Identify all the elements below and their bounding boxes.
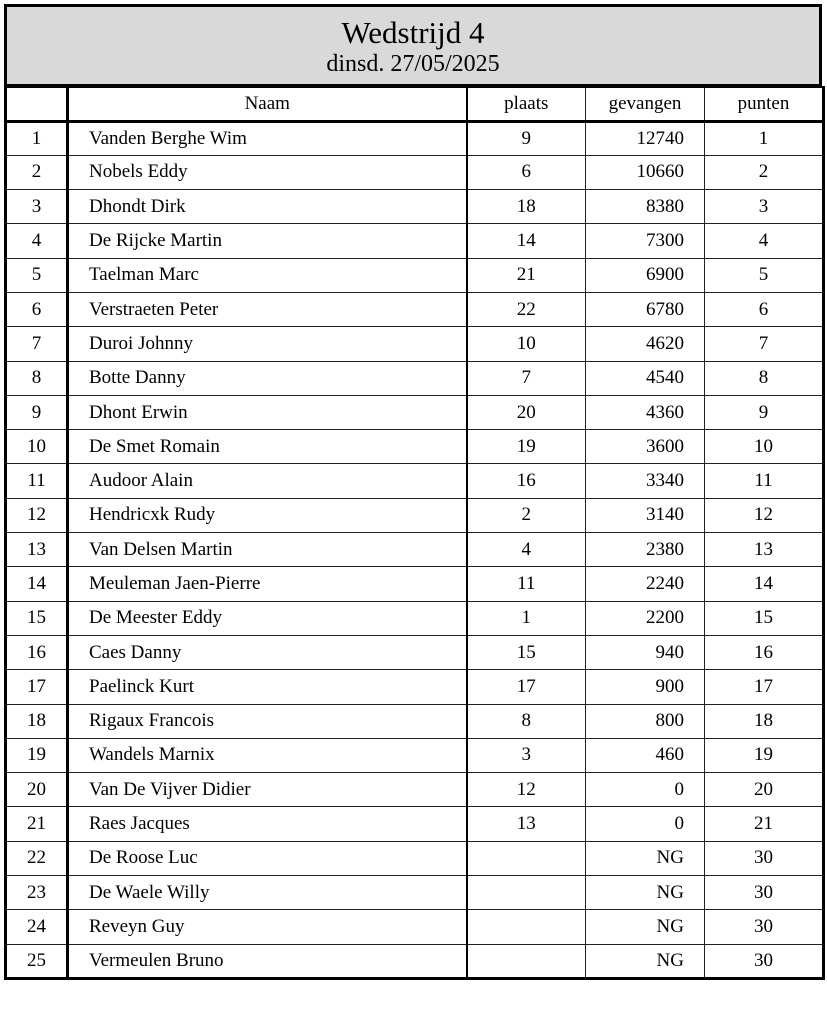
- plaats-cell: 20: [467, 395, 586, 429]
- gevangen-cell: 6900: [586, 258, 705, 292]
- table-row: [6, 121, 824, 155]
- name-cell: Van Delsen Martin: [68, 533, 467, 567]
- name-cell: Botte Danny: [68, 361, 467, 395]
- name-cell: Dhondt Dirk: [68, 190, 467, 224]
- plaats-cell: [467, 841, 586, 875]
- name-cell: Vermeulen Bruno: [68, 944, 467, 978]
- table-row: [6, 533, 824, 567]
- page-title: Wedstrijd 4: [341, 15, 485, 50]
- plaats-cell: [467, 910, 586, 944]
- rank-cell: 23: [6, 876, 68, 910]
- name-cell: Reveyn Guy: [68, 910, 467, 944]
- gevangen-cell: 10660: [586, 155, 705, 189]
- rank-cell: 21: [6, 807, 68, 841]
- table-body: [6, 121, 824, 978]
- name-cell: Audoor Alain: [68, 464, 467, 498]
- name-cell: Caes Danny: [68, 635, 467, 669]
- title-box: [4, 4, 822, 86]
- header-gevangen: gevangen: [586, 87, 705, 121]
- table-row: [6, 704, 824, 738]
- punten-cell: 30: [705, 841, 824, 875]
- name-cell: Van De Vijver Didier: [68, 773, 467, 807]
- name-cell: Duroi Johnny: [68, 327, 467, 361]
- plaats-cell: 21: [467, 258, 586, 292]
- table-row: [6, 155, 824, 189]
- name-cell: Rigaux Francois: [68, 704, 467, 738]
- name-cell: Taelman Marc: [68, 258, 467, 292]
- punten-cell: 30: [705, 910, 824, 944]
- rank-cell: 4: [6, 224, 68, 258]
- gevangen-cell: 900: [586, 670, 705, 704]
- punten-cell: 20: [705, 773, 824, 807]
- table-row: [6, 635, 824, 669]
- table-row: [6, 876, 824, 910]
- plaats-cell: 8: [467, 704, 586, 738]
- punten-cell: 10: [705, 430, 824, 464]
- plaats-cell: [467, 876, 586, 910]
- name-cell: De Waele Willy: [68, 876, 467, 910]
- gevangen-cell: 3600: [586, 430, 705, 464]
- gevangen-cell: 6780: [586, 292, 705, 326]
- header-plaats: plaats: [467, 87, 586, 121]
- gevangen-cell: 8380: [586, 190, 705, 224]
- punten-cell: 3: [705, 190, 824, 224]
- name-cell: Paelinck Kurt: [68, 670, 467, 704]
- name-cell: Nobels Eddy: [68, 155, 467, 189]
- plaats-cell: 6: [467, 155, 586, 189]
- header-rank: [6, 87, 68, 121]
- rank-cell: 15: [6, 601, 68, 635]
- gevangen-cell: 940: [586, 635, 705, 669]
- rank-cell: 2: [6, 155, 68, 189]
- table-row: [6, 738, 824, 772]
- rank-cell: 17: [6, 670, 68, 704]
- table-row: [6, 807, 824, 841]
- punten-cell: 13: [705, 533, 824, 567]
- punten-cell: 4: [705, 224, 824, 258]
- header-naam: Naam: [68, 87, 467, 121]
- punten-cell: 5: [705, 258, 824, 292]
- punten-cell: 6: [705, 292, 824, 326]
- rank-cell: 20: [6, 773, 68, 807]
- table-row: [6, 944, 824, 978]
- rank-cell: 25: [6, 944, 68, 978]
- rank-cell: 9: [6, 395, 68, 429]
- gevangen-cell: 800: [586, 704, 705, 738]
- header-row: [6, 87, 824, 121]
- rank-cell: 5: [6, 258, 68, 292]
- punten-cell: 7: [705, 327, 824, 361]
- punten-cell: 30: [705, 876, 824, 910]
- punten-cell: 16: [705, 635, 824, 669]
- gevangen-cell: 4540: [586, 361, 705, 395]
- punten-cell: 1: [705, 121, 824, 155]
- table-row: [6, 258, 824, 292]
- punten-cell: 18: [705, 704, 824, 738]
- results-sheet: [4, 4, 822, 980]
- punten-cell: 17: [705, 670, 824, 704]
- rank-cell: 6: [6, 292, 68, 326]
- gevangen-cell: 0: [586, 773, 705, 807]
- gevangen-cell: 2200: [586, 601, 705, 635]
- rank-cell: 22: [6, 841, 68, 875]
- name-cell: De Smet Romain: [68, 430, 467, 464]
- plaats-cell: 2: [467, 498, 586, 532]
- rank-cell: 8: [6, 361, 68, 395]
- table-row: [6, 670, 824, 704]
- gevangen-cell: 2240: [586, 567, 705, 601]
- rank-cell: 3: [6, 190, 68, 224]
- name-cell: Meuleman Jaen-Pierre: [68, 567, 467, 601]
- name-cell: Dhont Erwin: [68, 395, 467, 429]
- name-cell: De Meester Eddy: [68, 601, 467, 635]
- punten-cell: 14: [705, 567, 824, 601]
- gevangen-cell: 2380: [586, 533, 705, 567]
- gevangen-cell: 4360: [586, 395, 705, 429]
- plaats-cell: 19: [467, 430, 586, 464]
- gevangen-cell: 4620: [586, 327, 705, 361]
- punten-cell: 15: [705, 601, 824, 635]
- plaats-cell: 22: [467, 292, 586, 326]
- rank-cell: 7: [6, 327, 68, 361]
- punten-cell: 9: [705, 395, 824, 429]
- header-punten: punten: [705, 87, 824, 121]
- rank-cell: 1: [6, 121, 68, 155]
- punten-cell: 8: [705, 361, 824, 395]
- table-row: [6, 190, 824, 224]
- name-cell: Verstraeten Peter: [68, 292, 467, 326]
- gevangen-cell: 3140: [586, 498, 705, 532]
- punten-cell: 2: [705, 155, 824, 189]
- date-subtitle: dinsd. 27/05/2025: [326, 51, 500, 77]
- plaats-cell: 3: [467, 738, 586, 772]
- table-row: [6, 601, 824, 635]
- rank-cell: 16: [6, 635, 68, 669]
- gevangen-cell: NG: [586, 876, 705, 910]
- results-table: [4, 86, 825, 980]
- plaats-cell: 15: [467, 635, 586, 669]
- gevangen-cell: 3340: [586, 464, 705, 498]
- plaats-cell: [467, 944, 586, 978]
- gevangen-cell: NG: [586, 841, 705, 875]
- table-row: [6, 910, 824, 944]
- plaats-cell: 7: [467, 361, 586, 395]
- table-row: [6, 292, 824, 326]
- plaats-cell: 13: [467, 807, 586, 841]
- plaats-cell: 14: [467, 224, 586, 258]
- gevangen-cell: 0: [586, 807, 705, 841]
- table-row: [6, 464, 824, 498]
- name-cell: Wandels Marnix: [68, 738, 467, 772]
- gevangen-cell: NG: [586, 910, 705, 944]
- plaats-cell: 11: [467, 567, 586, 601]
- punten-cell: 12: [705, 498, 824, 532]
- plaats-cell: 17: [467, 670, 586, 704]
- punten-cell: 19: [705, 738, 824, 772]
- table-row: [6, 327, 824, 361]
- name-cell: Hendricxk Rudy: [68, 498, 467, 532]
- table-row: [6, 498, 824, 532]
- plaats-cell: 4: [467, 533, 586, 567]
- rank-cell: 14: [6, 567, 68, 601]
- table-row: [6, 395, 824, 429]
- plaats-cell: 16: [467, 464, 586, 498]
- punten-cell: 21: [705, 807, 824, 841]
- rank-cell: 13: [6, 533, 68, 567]
- punten-cell: 11: [705, 464, 824, 498]
- table-row: [6, 224, 824, 258]
- gevangen-cell: 12740: [586, 121, 705, 155]
- plaats-cell: 10: [467, 327, 586, 361]
- table-row: [6, 430, 824, 464]
- rank-cell: 18: [6, 704, 68, 738]
- plaats-cell: 12: [467, 773, 586, 807]
- rank-cell: 11: [6, 464, 68, 498]
- rank-cell: 24: [6, 910, 68, 944]
- table-row: [6, 773, 824, 807]
- name-cell: De Rijcke Martin: [68, 224, 467, 258]
- name-cell: Vanden Berghe Wim: [68, 121, 467, 155]
- table-row: [6, 361, 824, 395]
- plaats-cell: 9: [467, 121, 586, 155]
- name-cell: Raes Jacques: [68, 807, 467, 841]
- rank-cell: 10: [6, 430, 68, 464]
- punten-cell: 30: [705, 944, 824, 978]
- table-row: [6, 567, 824, 601]
- rank-cell: 12: [6, 498, 68, 532]
- gevangen-cell: 7300: [586, 224, 705, 258]
- rank-cell: 19: [6, 738, 68, 772]
- table-row: [6, 841, 824, 875]
- gevangen-cell: 460: [586, 738, 705, 772]
- plaats-cell: 1: [467, 601, 586, 635]
- gevangen-cell: NG: [586, 944, 705, 978]
- plaats-cell: 18: [467, 190, 586, 224]
- name-cell: De Roose Luc: [68, 841, 467, 875]
